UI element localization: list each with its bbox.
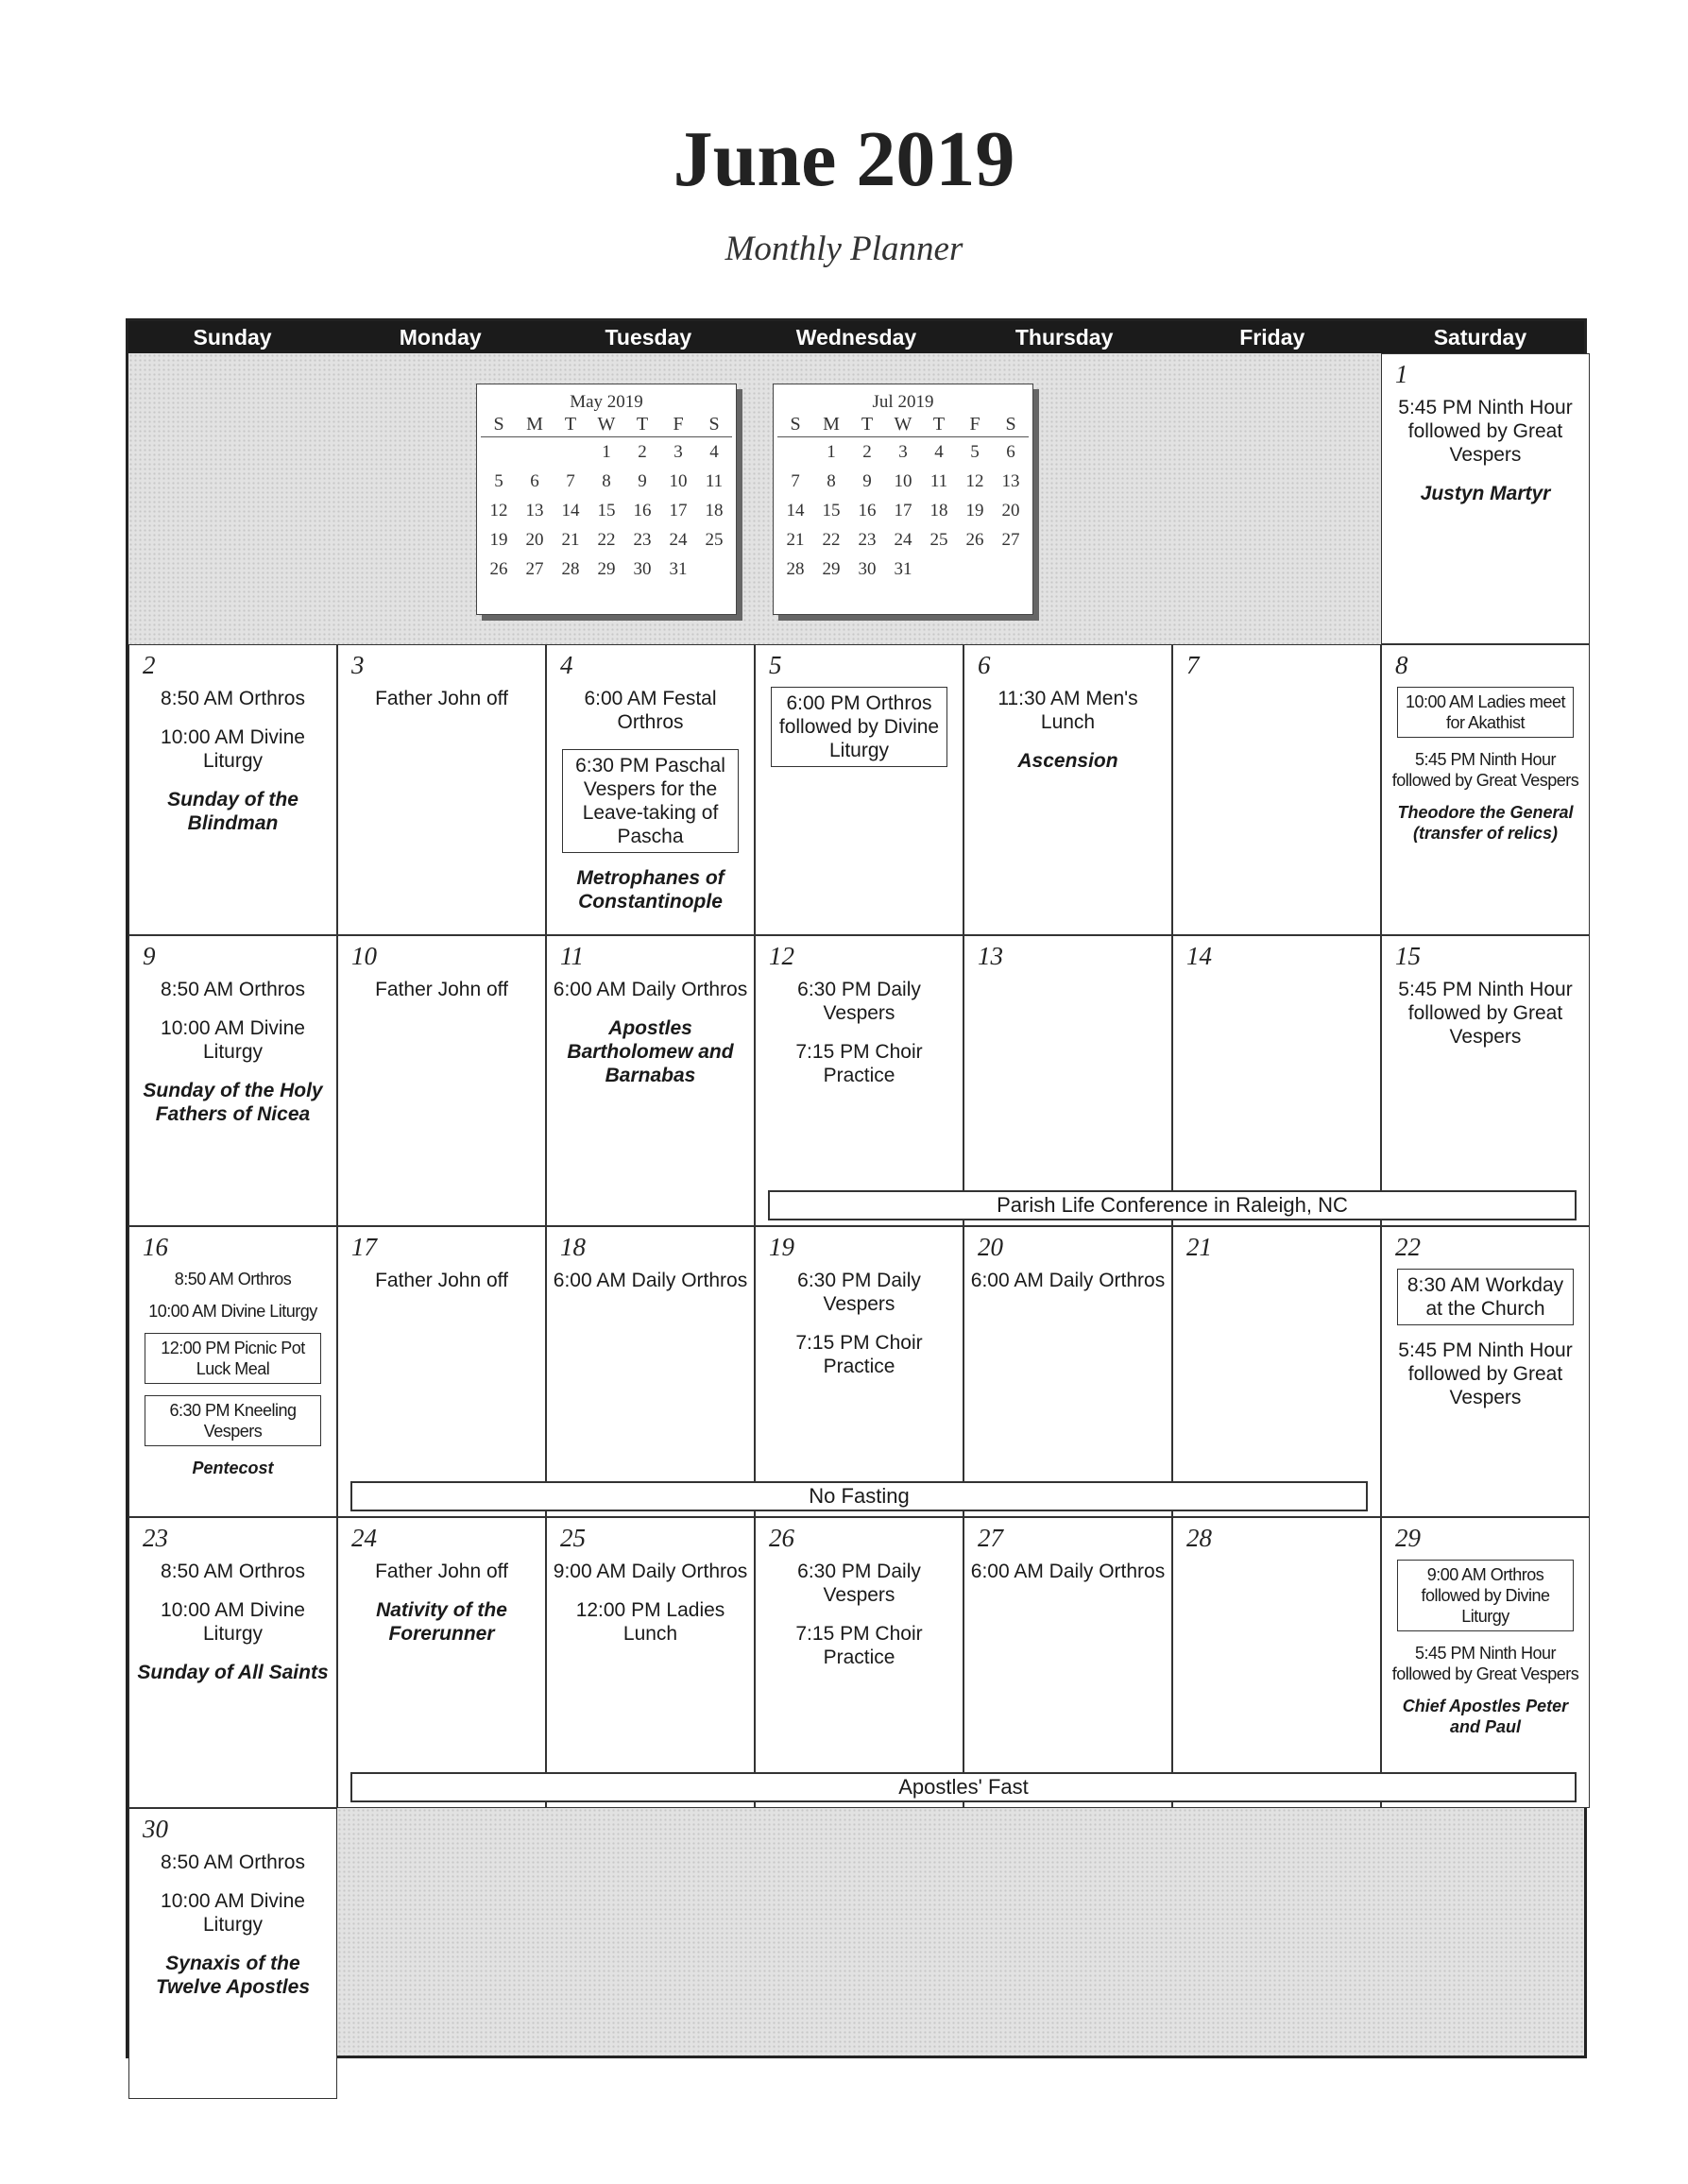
day-cell-23 [128, 1517, 337, 1808]
mini-calendar-day: 2 [638, 441, 647, 462]
page-subtitle: Monthly Planner [725, 230, 963, 268]
feast-day: Sunday of All Saints [137, 1662, 329, 1683]
empty-days-shading-bottom [337, 1808, 1584, 2056]
event-text: 5:45 PM Ninth Hour followed by Great Vespers [1398, 397, 1573, 466]
mini-calendar-day: 10 [894, 470, 912, 491]
event-text: 9:00 AM Daily Orthros [553, 1561, 748, 1582]
header-sunday: Sunday [193, 325, 272, 350]
boxed-event: 9:00 AM Orthros followed by Divine Liturgy [1397, 1560, 1574, 1631]
mini-calendar-week [481, 437, 732, 468]
day-number: 4 [560, 651, 573, 679]
mini-calendar-day: 10 [669, 470, 688, 491]
day-events [553, 1269, 748, 1307]
day-events [1388, 396, 1583, 505]
event-text: 8:50 AM Orthros [161, 688, 305, 709]
event-text: 6:00 AM Daily Orthros [970, 1561, 1166, 1582]
mini-calendar-day: 18 [929, 500, 948, 520]
day-cell-30 [128, 1808, 337, 2099]
header-wednesday: Wednesday [795, 325, 917, 350]
event-text: Father John off [375, 979, 508, 1000]
mini-calendar-day: 24 [669, 529, 688, 550]
day-cell-25 [546, 1517, 755, 1808]
day-number: 17 [351, 1233, 377, 1261]
span-banner: Parish Life Conference in Raleigh, NC [768, 1190, 1577, 1220]
day-events [344, 978, 539, 1016]
event-text: 6:00 AM Festal Orthros [584, 688, 717, 733]
event-text: Father John off [375, 1270, 508, 1291]
day-cell-4 [546, 644, 755, 935]
day-events [1388, 1269, 1583, 1425]
feast-day: Nativity of the Forerunner [376, 1599, 507, 1645]
mini-calendar-day: 12 [489, 500, 508, 520]
mini-calendar-week [777, 555, 1029, 584]
mini-calendar-day: 8 [602, 470, 611, 491]
day-number: 5 [769, 651, 782, 679]
day-cell-21 [1172, 1226, 1381, 1517]
day-number: 21 [1186, 1233, 1212, 1261]
mini-calendar-weekday: S [481, 413, 517, 437]
day-cell-28 [1172, 1517, 1381, 1808]
span-banner: No Fasting [350, 1481, 1368, 1511]
mini-calendar-day: 11 [929, 470, 948, 491]
event-text: 12:00 PM Ladies Lunch [575, 1599, 725, 1645]
event-text: Father John off [375, 1561, 508, 1582]
event-text: 6:00 AM Daily Orthros [553, 979, 748, 1000]
feast-day: Metrophanes of Constantinople [576, 867, 725, 913]
boxed-event: 10:00 AM Ladies meet for Akathist [1397, 687, 1574, 738]
event-text: 6:00 AM Daily Orthros [553, 1270, 748, 1291]
calendar-grid [126, 318, 1587, 2058]
day-events [970, 1560, 1166, 1598]
event-text: 5:45 PM Ninth Hour followed by Great Vespers [1398, 1339, 1573, 1408]
mini-calendar-day: 22 [822, 529, 841, 550]
mini-calendar-title: May 2019 [570, 392, 643, 412]
mini-calendar-week [481, 496, 732, 525]
day-events [344, 687, 539, 725]
day-cell-17 [337, 1226, 546, 1517]
mini-calendar-week [777, 467, 1029, 496]
day-number: 12 [769, 942, 794, 970]
day-cell-22 [1381, 1226, 1590, 1517]
mini-calendar-week [481, 525, 732, 555]
mini-calendar-day: 2 [862, 441, 872, 462]
mini-calendar-day: 17 [669, 500, 688, 520]
day-number: 7 [1186, 651, 1200, 679]
day-cell-2 [128, 644, 337, 935]
boxed-event: 12:00 PM Picnic Pot Luck Meal [145, 1333, 321, 1384]
day-number: 2 [143, 651, 156, 679]
day-number: 1 [1395, 360, 1408, 388]
mini-calendar-day: 5 [970, 441, 980, 462]
day-number: 18 [560, 1233, 586, 1261]
mini-calendar-title: Jul 2019 [872, 392, 934, 412]
mini-calendar-table [777, 413, 1029, 584]
mini-calendar-week [777, 496, 1029, 525]
mini-calendar-day: 4 [934, 441, 944, 462]
event-text: 10:00 AM Divine Liturgy [161, 1599, 305, 1645]
day-cell-6 [963, 644, 1172, 935]
day-number: 24 [351, 1524, 377, 1552]
event-text: 10:00 AM Divine Liturgy [148, 1302, 317, 1321]
mini-calendar-weekday: T [553, 413, 588, 437]
day-events [970, 687, 1166, 773]
mini-calendar-day [553, 437, 588, 468]
mini-calendar-day: 4 [709, 441, 719, 462]
page-title: June 2019 [673, 115, 1015, 203]
mini-calendar-header-row [777, 413, 1029, 437]
day-cell-11 [546, 935, 755, 1226]
mini-calendar-jul [773, 384, 1033, 615]
day-number: 22 [1395, 1233, 1421, 1261]
day-number: 8 [1395, 651, 1408, 679]
day-number: 14 [1186, 942, 1212, 970]
mini-calendar-day [696, 555, 732, 584]
mini-calendar-day: 27 [525, 558, 544, 579]
event-text: 5:45 PM Ninth Hour followed by Great Vespers [1398, 979, 1573, 1048]
day-cell-9 [128, 935, 337, 1226]
feast-day: Justyn Martyr [1420, 483, 1551, 504]
day-cell-19 [755, 1226, 963, 1517]
event-text: 8:50 AM Orthros [161, 979, 305, 1000]
mini-calendar-day: 23 [858, 529, 877, 550]
mini-calendar-day: 28 [561, 558, 580, 579]
mini-calendar-day: 15 [822, 500, 841, 520]
day-number: 19 [769, 1233, 794, 1261]
day-cell-15 [1381, 935, 1590, 1226]
mini-calendar-day: 6 [530, 470, 539, 491]
day-events [761, 687, 957, 780]
mini-calendar-weekday: M [813, 413, 849, 437]
day-events [344, 1560, 539, 1646]
day-cell-20 [963, 1226, 1172, 1517]
day-cell-10 [337, 935, 546, 1226]
mini-calendar-day: 29 [597, 558, 616, 579]
day-number: 3 [351, 651, 365, 679]
event-text: 7:15 PM Choir Practice [795, 1041, 923, 1086]
day-events [1388, 1560, 1583, 1737]
mini-calendar-day: 8 [827, 470, 836, 491]
mini-calendar-day: 26 [965, 529, 984, 550]
mini-calendar-day: 14 [561, 500, 580, 520]
mini-calendar-day [481, 437, 517, 468]
header-monday: Monday [399, 325, 482, 350]
mini-calendar-day: 9 [638, 470, 647, 491]
day-number: 10 [351, 942, 377, 970]
mini-calendar-day: 28 [786, 558, 805, 579]
day-cell-7 [1172, 644, 1381, 935]
feast-day: Sunday of the Holy Fathers of Nicea [143, 1080, 323, 1125]
mini-calendar-weekday: S [777, 413, 813, 437]
mini-calendar-week [777, 525, 1029, 555]
day-number: 29 [1395, 1524, 1421, 1552]
day-cell-29 [1381, 1517, 1590, 1808]
event-text: 8:50 AM Orthros [161, 1561, 305, 1582]
mini-calendar-may [476, 384, 737, 615]
mini-calendar-day: 21 [786, 529, 805, 550]
header-saturday: Saturday [1433, 325, 1527, 350]
mini-calendar-day: 27 [1001, 529, 1020, 550]
mini-calendar-weekday: M [517, 413, 553, 437]
day-number: 9 [143, 942, 156, 970]
feast-day: Synaxis of the Twelve Apostles [156, 1953, 310, 1998]
mini-calendar-day: 21 [561, 529, 580, 550]
event-text: 7:15 PM Choir Practice [795, 1332, 923, 1377]
day-number: 20 [978, 1233, 1003, 1261]
event-text: 6:00 AM Daily Orthros [970, 1270, 1166, 1291]
event-text: 10:00 AM Divine Liturgy [161, 1890, 305, 1936]
day-events [970, 1269, 1166, 1307]
day-events [761, 978, 957, 1102]
day-events [761, 1269, 957, 1393]
event-text: 6:30 PM Daily Vespers [797, 979, 921, 1024]
day-number: 27 [978, 1524, 1003, 1552]
mini-calendar-day: 20 [1001, 500, 1020, 520]
day-number: 13 [978, 942, 1003, 970]
mini-calendar-weekday: W [885, 413, 921, 437]
mini-calendar-day: 29 [822, 558, 841, 579]
mini-calendar-day: 31 [894, 558, 912, 579]
header-thursday: Thursday [1015, 325, 1114, 350]
day-cell-24 [337, 1517, 546, 1808]
mini-calendar-weekday: T [849, 413, 885, 437]
feast-day: Theodore the General (transfer of relics) [1397, 803, 1574, 843]
mini-calendar-day: 18 [705, 500, 724, 520]
span-banner: Apostles' Fast [350, 1772, 1577, 1802]
mini-calendar-day: 3 [673, 441, 683, 462]
day-cell-16 [128, 1226, 337, 1517]
event-text: Father John off [375, 688, 508, 709]
day-cell-27 [963, 1517, 1172, 1808]
day-events [761, 1560, 957, 1684]
day-events [135, 687, 331, 835]
mini-calendar-day [957, 555, 993, 584]
mini-calendar-day: 19 [965, 500, 984, 520]
day-cell-3 [337, 644, 546, 935]
mini-calendar-day: 19 [489, 529, 508, 550]
mini-calendar-weekday: T [921, 413, 957, 437]
feast-day: Sunday of the Blindman [167, 789, 298, 834]
day-events [135, 1851, 331, 1999]
mini-calendar-day: 16 [858, 500, 877, 520]
mini-calendar-weekday: F [660, 413, 696, 437]
mini-calendar-day: 9 [862, 470, 872, 491]
day-events [135, 1269, 331, 1478]
mini-calendar-day: 25 [705, 529, 724, 550]
event-text: 7:15 PM Choir Practice [795, 1623, 923, 1668]
boxed-event: 6:30 PM Kneeling Vespers [145, 1395, 321, 1446]
mini-calendar-day: 15 [597, 500, 616, 520]
day-events [344, 1269, 539, 1307]
day-number: 25 [560, 1524, 586, 1552]
day-cell-5 [755, 644, 963, 935]
feast-day: Ascension [1017, 750, 1118, 772]
mini-calendar-weekday: F [957, 413, 993, 437]
event-text: 8:50 AM Orthros [174, 1270, 292, 1288]
day-number: 6 [978, 651, 991, 679]
event-text: 10:00 AM Divine Liturgy [161, 726, 305, 772]
mini-calendar-day: 31 [669, 558, 688, 579]
day-number: 23 [143, 1524, 168, 1552]
mini-calendar-day: 14 [786, 500, 805, 520]
mini-calendar-table [481, 413, 732, 584]
day-number: 28 [1186, 1524, 1212, 1552]
mini-calendar-day: 1 [602, 441, 611, 462]
feast-day: Apostles Bartholomew and Barnabas [567, 1017, 734, 1086]
day-events [553, 1560, 748, 1661]
day-number: 11 [560, 942, 584, 970]
mini-calendar-week [777, 437, 1029, 468]
day-cell-12 [755, 935, 963, 1226]
mini-calendar-day: 13 [1001, 470, 1020, 491]
mini-calendar-weekday: W [588, 413, 624, 437]
mini-calendar-day [993, 555, 1029, 584]
day-events [1388, 978, 1583, 1064]
event-text: 8:50 AM Orthros [161, 1851, 305, 1873]
empty-days-shading-top [128, 353, 1381, 644]
event-text: 10:00 AM Divine Liturgy [161, 1017, 305, 1063]
event-text: 6:30 PM Daily Vespers [797, 1270, 921, 1315]
mini-calendar-day: 25 [929, 529, 948, 550]
mini-calendar-day: 17 [894, 500, 912, 520]
boxed-event: 6:30 PM Paschal Vespers for the Leave-taking of Pascha [562, 749, 739, 853]
mini-calendar-day: 30 [633, 558, 652, 579]
mini-calendar-day: 12 [965, 470, 984, 491]
boxed-event: 8:30 AM Workday at the Church [1397, 1269, 1574, 1325]
header-tuesday: Tuesday [605, 325, 692, 350]
day-events [553, 687, 748, 913]
mini-calendar-day [517, 437, 553, 468]
day-number: 15 [1395, 942, 1421, 970]
header-friday: Friday [1239, 325, 1305, 350]
mini-calendar-weekday: S [993, 413, 1029, 437]
day-number: 26 [769, 1524, 794, 1552]
day-events [553, 978, 748, 1087]
mini-calendar-day: 1 [827, 441, 836, 462]
day-cell-1 [1381, 353, 1590, 644]
mini-calendar-day: 24 [894, 529, 912, 550]
mini-calendar-weekday: T [624, 413, 660, 437]
weekday-header [128, 321, 1584, 353]
day-number: 30 [143, 1815, 168, 1843]
day-cell-18 [546, 1226, 755, 1517]
mini-calendar-day: 23 [633, 529, 652, 550]
day-events [1388, 687, 1583, 844]
mini-calendar-day: 3 [898, 441, 908, 462]
mini-calendar-day: 7 [791, 470, 800, 491]
day-events [135, 1560, 331, 1684]
mini-calendar-day: 20 [525, 529, 544, 550]
mini-calendar-day [921, 555, 957, 584]
mini-calendar-week [481, 467, 732, 496]
mini-calendar-week [481, 555, 732, 584]
boxed-event: 6:00 PM Orthros followed by Divine Liturgy [771, 687, 947, 767]
day-cell-8 [1381, 644, 1590, 935]
day-cell-14 [1172, 935, 1381, 1226]
mini-calendar-day: 6 [1006, 441, 1015, 462]
mini-calendar-day [777, 437, 813, 468]
day-cell-26 [755, 1517, 963, 1808]
mini-calendar-day: 7 [566, 470, 575, 491]
mini-calendar-day: 22 [597, 529, 616, 550]
day-events [135, 978, 331, 1126]
event-text: 6:30 PM Daily Vespers [797, 1561, 921, 1606]
day-cell-13 [963, 935, 1172, 1226]
mini-calendar-day: 30 [858, 558, 877, 579]
mini-calendar-day: 5 [494, 470, 503, 491]
day-number: 16 [143, 1233, 168, 1261]
event-text: 5:45 PM Ninth Hour followed by Great Vespers [1391, 750, 1579, 790]
mini-calendar-header-row [481, 413, 732, 437]
mini-calendar-day: 16 [633, 500, 652, 520]
mini-calendar-day: 11 [705, 470, 724, 491]
feast-day: Pentecost [192, 1459, 274, 1477]
feast-day: Chief Apostles Peter and Paul [1402, 1697, 1569, 1736]
event-text: 11:30 AM Men's Lunch [997, 688, 1138, 733]
event-text: 5:45 PM Ninth Hour followed by Great Vespers [1391, 1644, 1579, 1683]
mini-calendar-weekday: S [696, 413, 732, 437]
mini-calendar-day: 26 [489, 558, 508, 579]
mini-calendar-day: 13 [525, 500, 544, 520]
